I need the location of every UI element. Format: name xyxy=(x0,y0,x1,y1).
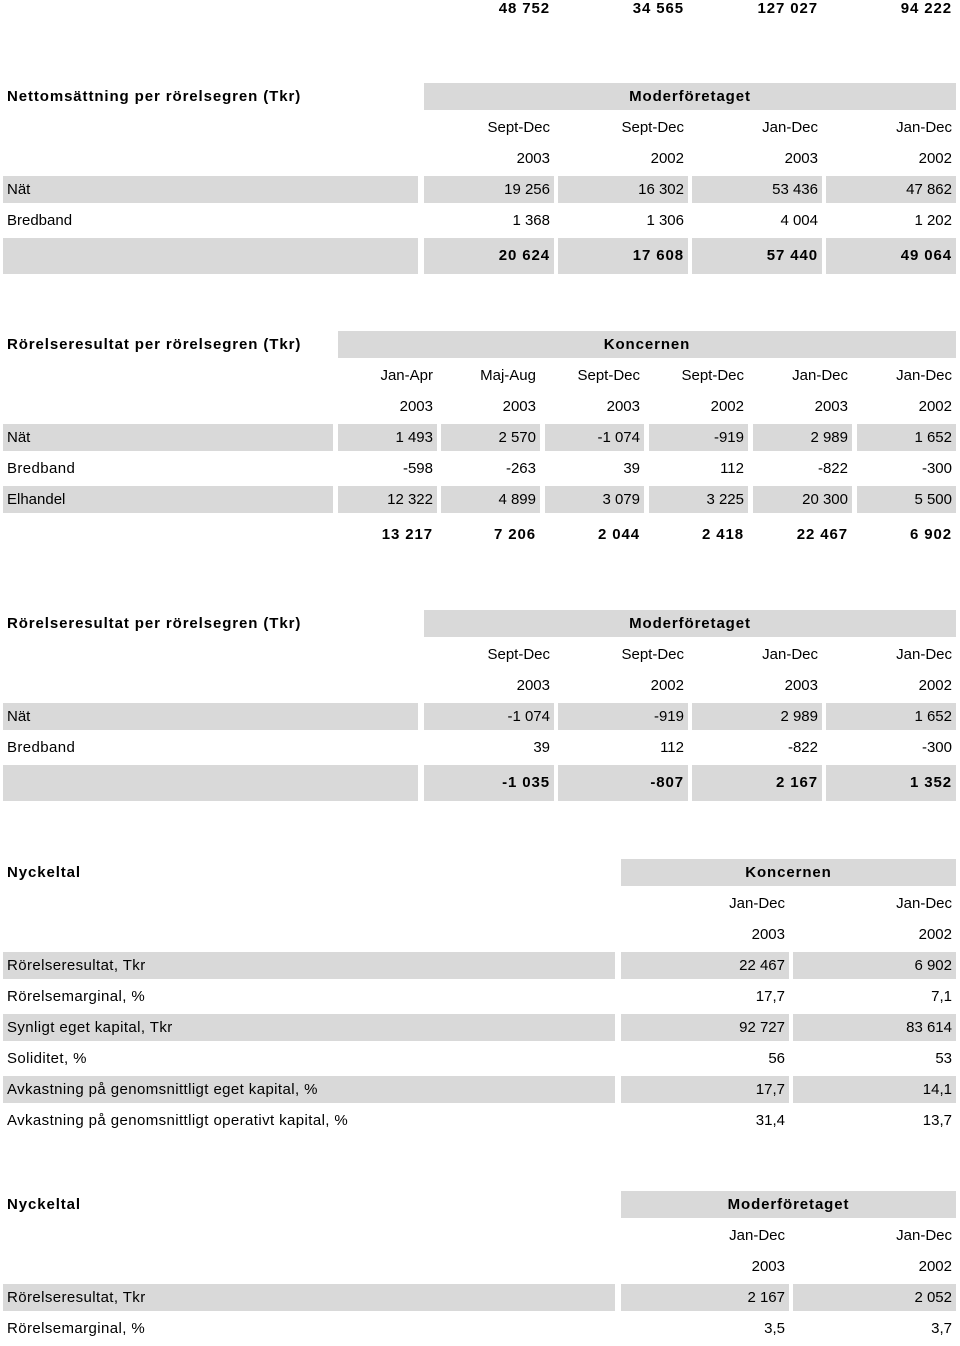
total-row xyxy=(0,765,960,801)
value-cell: -822 xyxy=(787,739,818,756)
value-cell: 17,7 xyxy=(621,1076,789,1103)
total-cell: 22 467 xyxy=(796,526,848,543)
group-header: Moderföretaget xyxy=(621,1191,956,1218)
top-total-cell: 127 027 xyxy=(757,0,818,17)
value-cell: -300 xyxy=(921,460,952,477)
period-header: Jan-Dec xyxy=(896,646,952,663)
row-label: Elhandel xyxy=(3,486,333,513)
value-cell: 112 xyxy=(660,739,684,756)
value-cell: 39 xyxy=(533,739,550,756)
total-cell: 7 206 xyxy=(493,526,536,543)
value-cell: 14,1 xyxy=(793,1076,956,1103)
row-label: Bredband xyxy=(7,460,76,477)
total-cell: 2 167 xyxy=(692,765,822,801)
table-row xyxy=(0,734,960,765)
table-row xyxy=(0,1014,960,1045)
row-label: Nät xyxy=(3,176,418,203)
top-total-cell: 48 752 xyxy=(498,0,550,17)
row-label: Synligt eget kapital, Tkr xyxy=(3,1014,615,1041)
period-header: Sept-Dec xyxy=(621,119,684,136)
year-row xyxy=(0,1253,960,1284)
value-cell: 56 xyxy=(768,1050,785,1067)
period-row xyxy=(0,1222,960,1253)
period-header: Jan-Dec xyxy=(896,895,952,912)
total-cell: 57 440 xyxy=(692,238,822,274)
rorelse-koncern-table xyxy=(0,331,960,553)
value-cell: 20 300 xyxy=(753,486,852,513)
value-cell: 16 302 xyxy=(558,176,688,203)
year-header: 2003 xyxy=(502,398,536,415)
value-cell: -919 xyxy=(649,424,748,451)
value-cell: 17,7 xyxy=(755,988,785,1005)
table-row xyxy=(0,207,960,238)
table-row xyxy=(0,1315,960,1346)
table-row xyxy=(0,455,960,486)
year-header: 2003 xyxy=(516,150,550,167)
value-cell: -300 xyxy=(921,739,952,756)
value-cell: 1 368 xyxy=(512,212,550,229)
table-title: Rörelseresultat per rörelsegren (Tkr) xyxy=(7,336,302,353)
value-cell: 7,1 xyxy=(931,988,952,1005)
row-label: Bredband xyxy=(7,212,73,229)
table-row xyxy=(0,1107,960,1138)
period-header: Jan-Dec xyxy=(792,367,848,384)
value-cell: 5 500 xyxy=(857,486,956,513)
group-header: Moderföretaget xyxy=(424,610,956,637)
table-row xyxy=(0,1284,960,1315)
year-row xyxy=(0,393,960,424)
year-header: 2003 xyxy=(814,398,848,415)
value-cell: 3,5 xyxy=(764,1320,785,1337)
value-cell: 92 727 xyxy=(621,1014,789,1041)
value-cell: 19 256 xyxy=(424,176,554,203)
table-row xyxy=(0,703,960,734)
total-label-cell xyxy=(3,238,418,274)
year-header: 2003 xyxy=(399,398,433,415)
year-header: 2003 xyxy=(784,150,818,167)
nettoms-moder-table xyxy=(0,83,960,274)
year-header: 2003 xyxy=(784,677,818,694)
table-row xyxy=(0,176,960,207)
value-cell: -1 074 xyxy=(545,424,644,451)
row-label: Avkastning på genomsnittligt operativt kapital, % xyxy=(7,1112,349,1129)
table-row xyxy=(0,983,960,1014)
top-totals-section xyxy=(0,0,960,36)
year-row xyxy=(0,145,960,176)
value-cell: 1 652 xyxy=(857,424,956,451)
group-header: Koncernen xyxy=(621,859,956,886)
period-header: Jan-Dec xyxy=(729,895,785,912)
table-header-row xyxy=(0,610,960,641)
total-row xyxy=(0,517,960,553)
value-cell: 2 989 xyxy=(692,703,822,730)
row-label: Nät xyxy=(3,703,418,730)
row-label: Nät xyxy=(3,424,333,451)
year-header: 2002 xyxy=(918,926,952,943)
value-cell: 22 467 xyxy=(621,952,789,979)
total-cell: 2 044 xyxy=(597,526,640,543)
table-header-row xyxy=(0,1191,960,1222)
value-cell: 47 862 xyxy=(826,176,956,203)
row-label: Rörelsemarginal, % xyxy=(7,1320,146,1337)
rorelse-moder-table xyxy=(0,610,960,801)
year-header: 2003 xyxy=(606,398,640,415)
row-label: Rörelseresultat, Tkr xyxy=(3,952,615,979)
value-cell: 2 167 xyxy=(621,1284,789,1311)
table-row xyxy=(0,1076,960,1107)
period-header: Jan-Dec xyxy=(896,367,952,384)
total-cell: 1 352 xyxy=(826,765,956,801)
value-cell: 4 899 xyxy=(441,486,540,513)
period-header: Jan-Apr xyxy=(380,367,433,384)
value-cell: 53 xyxy=(935,1050,952,1067)
period-header: Jan-Dec xyxy=(729,1227,785,1244)
table-header-row xyxy=(0,83,960,114)
total-cell: 20 624 xyxy=(424,238,554,274)
table-header-row xyxy=(0,859,960,890)
top-total-cell: 94 222 xyxy=(900,0,952,17)
top-totals-row xyxy=(0,0,960,27)
value-cell: 4 004 xyxy=(780,212,818,229)
period-header: Sept-Dec xyxy=(621,646,684,663)
row-label: Soliditet, % xyxy=(7,1050,87,1067)
table-title: Nettomsättning per rörelsegren (Tkr) xyxy=(7,88,302,105)
year-header: 2003 xyxy=(751,926,785,943)
period-header: Sept-Dec xyxy=(487,646,550,663)
value-cell: 112 xyxy=(720,460,744,477)
total-cell: 2 418 xyxy=(701,526,744,543)
period-row xyxy=(0,890,960,921)
value-cell: 1 306 xyxy=(646,212,684,229)
value-cell: 31,4 xyxy=(755,1112,785,1129)
period-header: Sept-Dec xyxy=(577,367,640,384)
total-cell: 6 902 xyxy=(909,526,952,543)
period-row xyxy=(0,641,960,672)
value-cell: 39 xyxy=(623,460,640,477)
nyckeltal-koncern-table xyxy=(0,859,960,1138)
nyckeltal-moder-table xyxy=(0,1191,960,1346)
period-row xyxy=(0,114,960,145)
period-header: Jan-Dec xyxy=(762,646,818,663)
year-header: 2003 xyxy=(751,1258,785,1275)
row-label: Rörelseresultat, Tkr xyxy=(3,1284,615,1311)
value-cell: -919 xyxy=(558,703,688,730)
table-title: Rörelseresultat per rörelsegren (Tkr) xyxy=(7,615,302,632)
row-label: Avkastning på genomsnittligt eget kapital, % xyxy=(3,1076,615,1103)
value-cell: -822 xyxy=(817,460,848,477)
value-cell: 1 652 xyxy=(826,703,956,730)
total-cell: -1 035 xyxy=(424,765,554,801)
year-row xyxy=(0,672,960,703)
group-header: Moderföretaget xyxy=(424,83,956,110)
value-cell: 6 902 xyxy=(793,952,956,979)
value-cell: 3 079 xyxy=(545,486,644,513)
total-cell: 49 064 xyxy=(826,238,956,274)
year-row xyxy=(0,921,960,952)
table-row xyxy=(0,1045,960,1076)
period-header: Jan-Dec xyxy=(762,119,818,136)
year-header: 2003 xyxy=(516,677,550,694)
group-header: Koncernen xyxy=(338,331,956,358)
table-row xyxy=(0,424,960,455)
year-header: 2002 xyxy=(710,398,744,415)
table-header-row xyxy=(0,331,960,362)
value-cell: 1 202 xyxy=(914,212,952,229)
total-cell: 17 608 xyxy=(558,238,688,274)
row-label: Bredband xyxy=(7,739,76,756)
table-row xyxy=(0,952,960,983)
value-cell: 1 493 xyxy=(338,424,437,451)
period-header: Jan-Dec xyxy=(896,1227,952,1244)
period-header: Sept-Dec xyxy=(487,119,550,136)
table-title: Nyckeltal xyxy=(7,864,81,881)
total-cell: -807 xyxy=(558,765,688,801)
total-cell: 13 217 xyxy=(381,526,433,543)
period-header: Jan-Dec xyxy=(896,119,952,136)
value-cell: 2 989 xyxy=(753,424,852,451)
year-header: 2002 xyxy=(650,150,684,167)
period-header: Sept-Dec xyxy=(681,367,744,384)
value-cell: -263 xyxy=(505,460,536,477)
year-header: 2002 xyxy=(918,398,952,415)
period-row xyxy=(0,362,960,393)
value-cell: -598 xyxy=(402,460,433,477)
year-header: 2002 xyxy=(918,1258,952,1275)
value-cell: -1 074 xyxy=(424,703,554,730)
table-title: Nyckeltal xyxy=(7,1196,81,1213)
row-label: Rörelsemarginal, % xyxy=(7,988,146,1005)
table-row xyxy=(0,486,960,517)
year-header: 2002 xyxy=(650,677,684,694)
value-cell: 2 052 xyxy=(793,1284,956,1311)
top-total-cell: 34 565 xyxy=(632,0,684,17)
period-header: Maj-Aug xyxy=(480,367,536,384)
value-cell: 53 436 xyxy=(692,176,822,203)
total-row xyxy=(0,238,960,274)
value-cell: 2 570 xyxy=(441,424,540,451)
value-cell: 3 225 xyxy=(649,486,748,513)
year-header: 2002 xyxy=(918,677,952,694)
total-label-cell xyxy=(3,765,418,801)
value-cell: 83 614 xyxy=(793,1014,956,1041)
value-cell: 12 322 xyxy=(338,486,437,513)
value-cell: 13,7 xyxy=(922,1112,952,1129)
value-cell: 3,7 xyxy=(931,1320,952,1337)
year-header: 2002 xyxy=(918,150,952,167)
